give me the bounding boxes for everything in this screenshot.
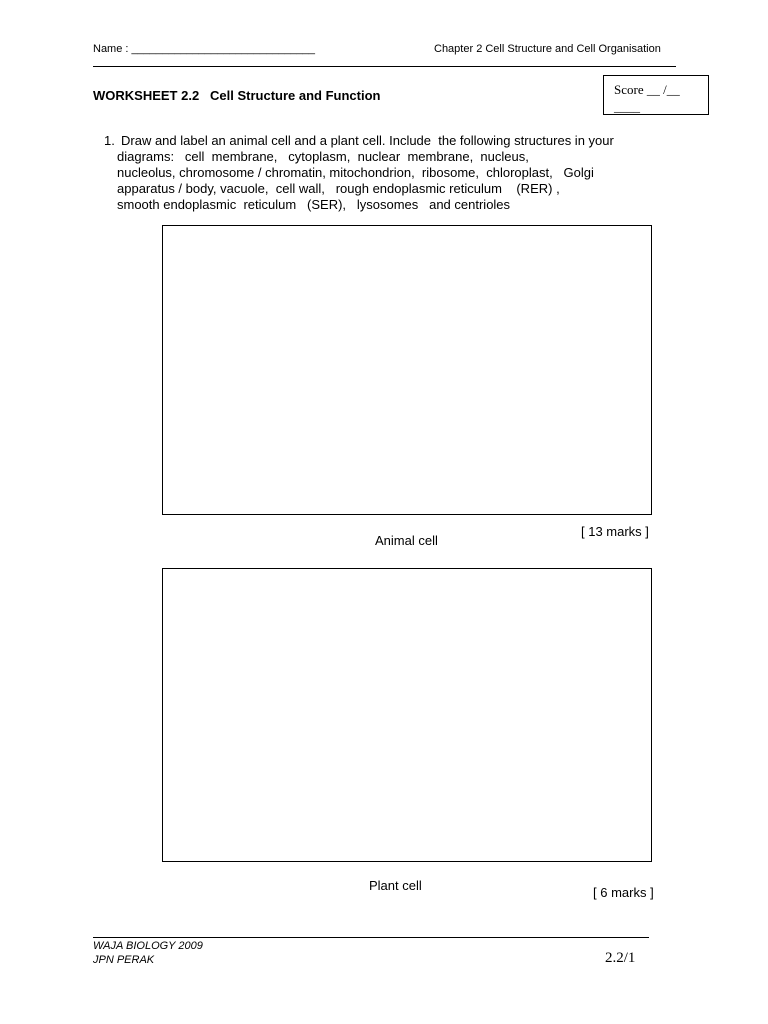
plant-cell-caption: Plant cell <box>369 878 422 893</box>
score-box <box>603 75 709 115</box>
footer-divider <box>93 937 649 938</box>
score-line-2: ____ <box>614 99 640 114</box>
animal-cell-caption: Animal cell <box>375 533 438 548</box>
question-line: smooth endoplasmic reticulum (SER), lysosomes and centrioles <box>117 197 511 212</box>
plant-cell-marks: [ 6 marks ] <box>593 885 654 900</box>
page-number: 2.2/1 <box>605 950 636 966</box>
question-line: Draw and label an animal cell and a plant cell. Include the following structures in your <box>121 133 614 148</box>
question-1 <box>104 133 684 213</box>
plant-cell-drawing-area[interactable] <box>162 568 652 862</box>
header-divider <box>93 66 676 67</box>
chapter-title: Chapter 2 Cell Structure and Cell Organisation <box>434 43 661 55</box>
footer-publisher: JPN PERAK <box>93 954 155 966</box>
animal-cell-marks: [ 13 marks ] <box>581 524 649 539</box>
animal-cell-drawing-area[interactable] <box>162 225 652 515</box>
score-line-1: Score __ /__ <box>614 82 680 97</box>
question-number: 1. <box>104 133 115 148</box>
worksheet-title: WORKSHEET 2.2 Cell Structure and Function <box>93 88 381 103</box>
name-field-label: Name : ______________________________ <box>93 43 316 55</box>
question-line: diagrams: cell membrane, cytoplasm, nuclear membrane, nucleus, <box>117 149 529 164</box>
question-line: apparatus / body, vacuole, cell wall, rough endoplasmic reticulum (RER) , <box>117 181 560 196</box>
question-line: nucleolus, chromosome / chromatin, mitochondrion, ribosome, chloroplast, Golgi <box>117 165 594 180</box>
footer-publication: WAJA BIOLOGY 2009 <box>93 940 203 952</box>
